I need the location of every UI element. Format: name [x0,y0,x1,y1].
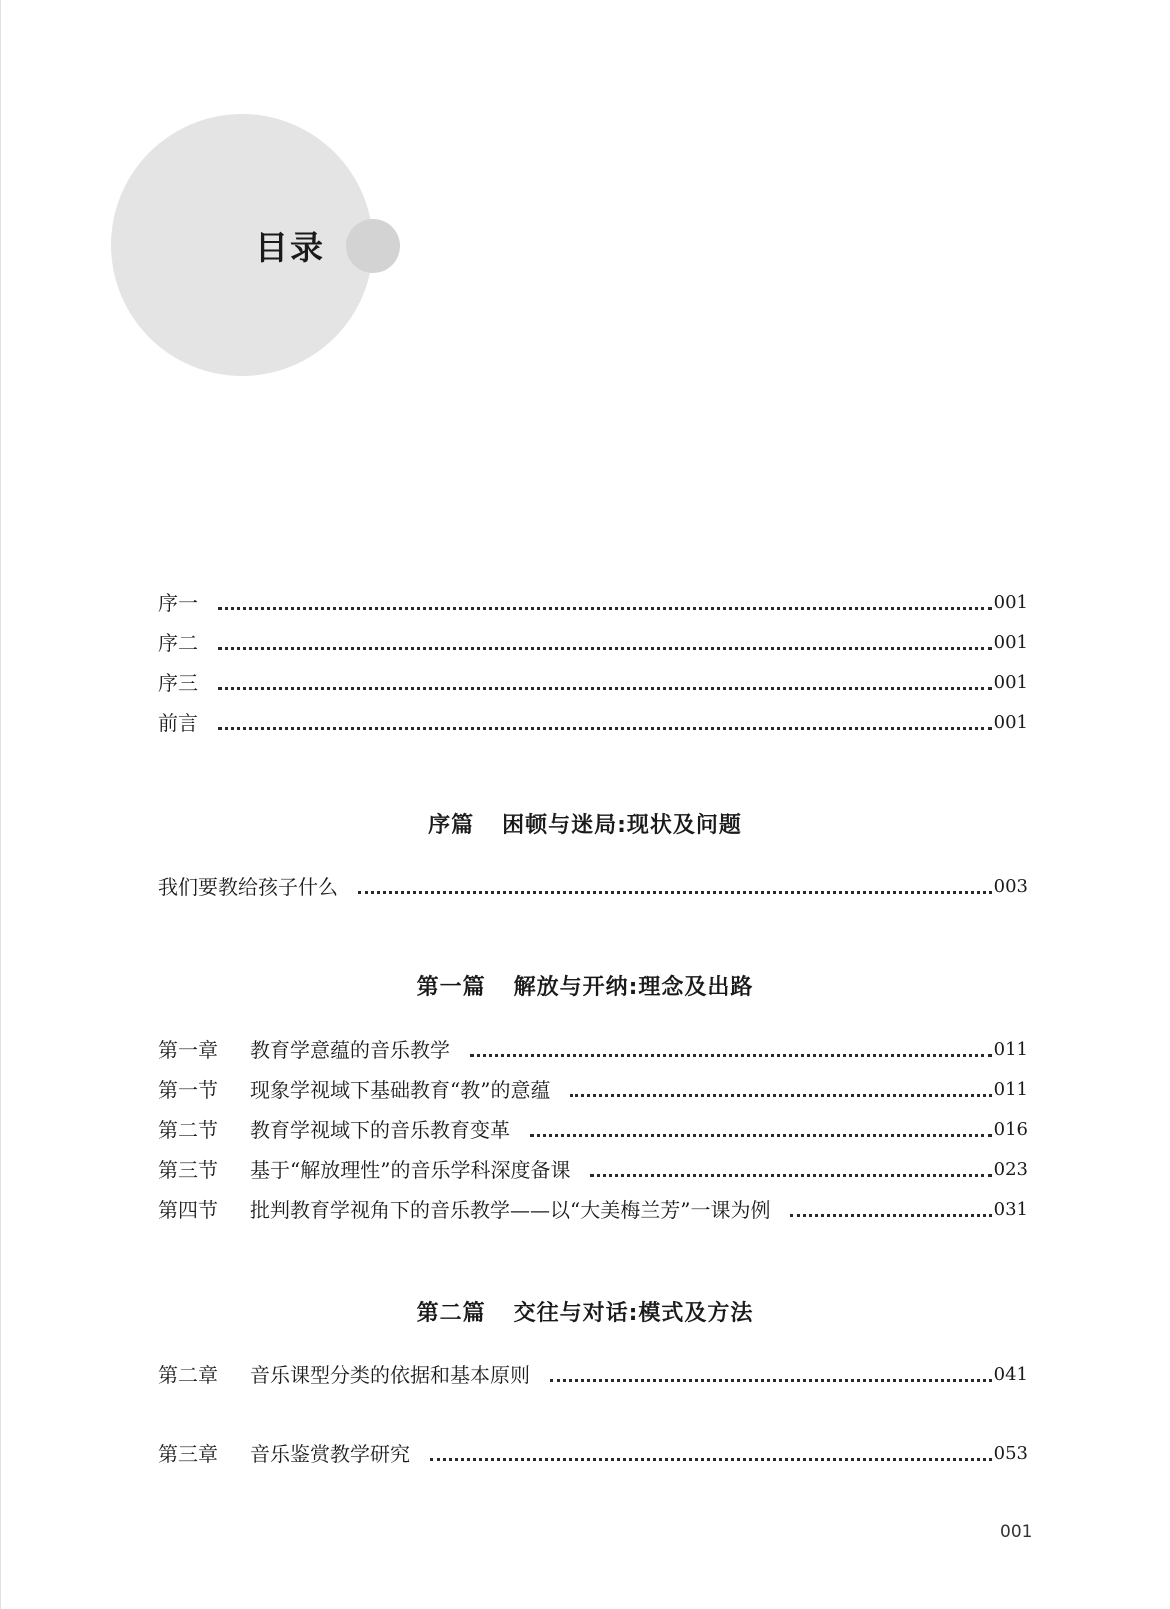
toc-entry-label: 教育学视域下的音乐教育变革 [250,1118,510,1142]
part-title: 解放与开纳:理念及出路 [513,975,754,1000]
dot-leader [550,1379,992,1382]
part-number: 序篇 [428,813,475,838]
decorative-small-circle [346,219,400,273]
toc-entry-page: 016 [993,1119,1028,1140]
toc-entry [158,1358,1028,1388]
toc-entry-page: 011 [993,1079,1028,1100]
toc-entry-label: 序一 [158,591,198,615]
toc-entry-page: 023 [993,1159,1028,1180]
toc-entry-page: 003 [993,876,1028,897]
toc-entry [158,706,1028,736]
part-heading [0,1296,1170,1327]
toc-entry-page: 053 [993,1443,1028,1464]
toc-entry-page: 041 [993,1364,1028,1385]
dot-leader [570,1094,991,1097]
toc-entry-label: 批判教育学视角下的音乐教学——以“大美梅兰芳”一课为例 [250,1198,771,1222]
toc-entry [158,1113,1028,1143]
part-number: 第一篇 [416,975,486,1000]
toc-entry-label: 教育学意蕴的音乐教学 [250,1038,450,1062]
dot-leader [590,1174,991,1177]
toc-entry [158,870,1028,900]
toc-entry [158,666,1028,696]
dot-leader [530,1134,992,1137]
toc-entry [158,1437,1028,1467]
toc-entry-page: 001 [993,592,1028,613]
dot-leader [218,687,992,690]
toc-entry-page: 001 [993,672,1028,693]
toc-entry [158,1033,1028,1063]
toc-entry-label: 序三 [158,671,198,695]
toc-entry [158,626,1028,656]
part-title: 困顿与迷局:现状及问题 [502,813,742,838]
toc-entry-label: 前言 [158,711,198,735]
dot-leader [218,647,992,650]
toc-entry-page: 011 [993,1039,1028,1060]
toc-entry [158,1193,1028,1223]
dot-leader [358,891,992,894]
toc-entry-page: 001 [993,712,1028,733]
toc-chapter-number: 第三章 [158,1442,218,1466]
toc-section-number: 第四节 [158,1198,218,1222]
toc-entry-label: 音乐鉴赏教学研究 [250,1442,410,1466]
toc-entry-page: 001 [993,632,1028,653]
toc-entry-label: 序二 [158,631,198,655]
decorative-large-circle [111,114,373,376]
part-heading [0,970,1170,1001]
toc-entry-page: 031 [993,1199,1028,1220]
part-number: 第二篇 [416,1301,486,1326]
part-heading [0,808,1170,839]
footer-page-number: 001 [1000,1522,1033,1542]
toc-section-number: 第三节 [158,1158,218,1182]
toc-entry-label: 我们要教给孩子什么 [158,875,338,899]
toc-entry-label: 现象学视域下基础教育“教”的意蕴 [250,1078,551,1102]
toc-entry-label: 音乐课型分类的依据和基本原则 [250,1363,530,1387]
toc-chapter-number: 第二章 [158,1363,218,1387]
page-edge-line [0,0,1,1609]
part-title: 交往与对话:模式及方法 [513,1301,754,1326]
dot-leader [218,727,992,730]
toc-entry-label: 基于“解放理性”的音乐学科深度备课 [250,1158,571,1182]
toc-section-number: 第二节 [158,1118,218,1142]
toc-chapter-number: 第一章 [158,1038,218,1062]
toc-entry [158,1073,1028,1103]
toc-section-number: 第一节 [158,1078,218,1102]
dot-leader [790,1214,991,1217]
dot-leader [430,1458,992,1461]
dot-leader [218,607,992,610]
toc-entry [158,1153,1028,1183]
toc-entry [158,586,1028,616]
dot-leader [470,1054,992,1057]
page-title: 目录 [255,228,325,267]
